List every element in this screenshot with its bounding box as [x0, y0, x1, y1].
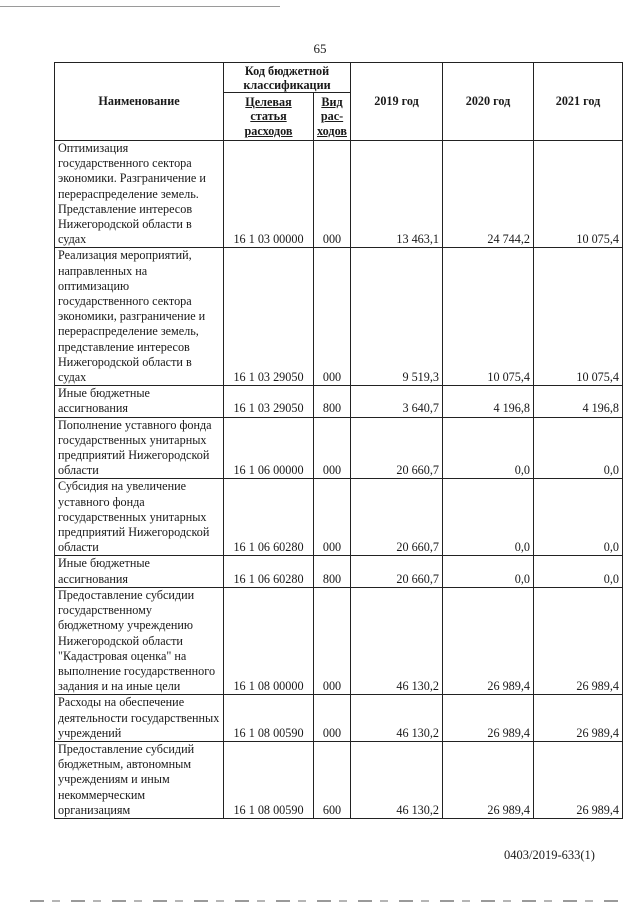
row-expense-kind: 000 — [314, 479, 351, 556]
budget-table — [54, 62, 623, 819]
row-target-article: 16 1 03 29050 — [224, 248, 314, 386]
header-target-article: Целевая статья расходов — [224, 93, 314, 141]
table-body — [55, 141, 623, 819]
row-value-2021: 4 196,8 — [534, 386, 623, 417]
row-name: Оптимизация государственного сектора экономики. Разграничение и перераспределение земель. Представление интересов Нижегородской области в судах — [55, 141, 224, 248]
row-expense-kind: 000 — [314, 248, 351, 386]
row-expense-kind: 000 — [314, 417, 351, 479]
row-target-article: 16 1 08 00000 — [224, 587, 314, 694]
row-name: Субсидия на увеличение уставного фонда государственных унитарных предприятий Нижегородской области — [55, 479, 224, 556]
table-row — [55, 695, 623, 742]
row-expense-kind: 000 — [314, 587, 351, 694]
row-value-2019: 20 660,7 — [351, 556, 443, 587]
table-row — [55, 556, 623, 587]
row-value-2020: 26 989,4 — [443, 741, 534, 818]
row-value-2020: 10 075,4 — [443, 248, 534, 386]
row-target-article: 16 1 06 60280 — [224, 479, 314, 556]
row-expense-kind: 800 — [314, 386, 351, 417]
row-value-2019: 20 660,7 — [351, 417, 443, 479]
table-row — [55, 248, 623, 386]
row-value-2021: 0,0 — [534, 417, 623, 479]
row-value-2020: 24 744,2 — [443, 141, 534, 248]
scan-top-rule — [0, 6, 280, 7]
header-expense-kind: Вид рас-ходов — [314, 93, 351, 141]
row-expense-kind: 600 — [314, 741, 351, 818]
row-value-2021: 0,0 — [534, 556, 623, 587]
table-row — [55, 141, 623, 248]
row-target-article: 16 1 08 00590 — [224, 695, 314, 742]
row-name: Иные бюджетные ассигнования — [55, 386, 224, 417]
row-expense-kind: 000 — [314, 695, 351, 742]
header-2020: 2020 год — [443, 63, 534, 141]
row-value-2020: 26 989,4 — [443, 695, 534, 742]
header-name: Наименование — [55, 63, 224, 141]
row-target-article: 16 1 03 00000 — [224, 141, 314, 248]
table-row — [55, 417, 623, 479]
row-value-2021: 26 989,4 — [534, 741, 623, 818]
page-number: 65 — [313, 41, 327, 56]
row-value-2021: 26 989,4 — [534, 587, 623, 694]
row-value-2020: 0,0 — [443, 417, 534, 479]
table-row — [55, 741, 623, 818]
row-target-article: 16 1 03 29050 — [224, 386, 314, 417]
row-value-2021: 10 075,4 — [534, 141, 623, 248]
scan-bottom-edge — [30, 900, 620, 902]
row-target-article: 16 1 08 00590 — [224, 741, 314, 818]
row-value-2019: 13 463,1 — [351, 141, 443, 248]
row-value-2019: 46 130,2 — [351, 741, 443, 818]
row-value-2021: 26 989,4 — [534, 695, 623, 742]
row-target-article: 16 1 06 00000 — [224, 417, 314, 479]
row-target-article: 16 1 06 60280 — [224, 556, 314, 587]
table-row — [55, 587, 623, 694]
row-expense-kind: 000 — [314, 141, 351, 248]
row-value-2020: 0,0 — [443, 479, 534, 556]
header-2019: 2019 год — [351, 63, 443, 141]
row-value-2019: 3 640,7 — [351, 386, 443, 417]
row-value-2020: 4 196,8 — [443, 386, 534, 417]
row-value-2019: 46 130,2 — [351, 695, 443, 742]
row-value-2021: 10 075,4 — [534, 248, 623, 386]
row-value-2020: 26 989,4 — [443, 587, 534, 694]
header-budget-code: Код бюджетной классификации — [224, 63, 351, 93]
row-expense-kind: 800 — [314, 556, 351, 587]
row-value-2020: 0,0 — [443, 556, 534, 587]
row-name: Предоставление субсидий бюджетным, автономным учреждениям и иным некоммерческим организациям — [55, 741, 224, 818]
row-name: Реализация мероприятий, направленных на оптимизацию государственного сектора экономики, разграничение и перераспределение земель, представление интересов Нижегородской области в судах — [55, 248, 224, 386]
row-value-2021: 0,0 — [534, 479, 623, 556]
table-row — [55, 386, 623, 417]
row-value-2019: 46 130,2 — [351, 587, 443, 694]
document-code: 0403/2019-633(1) — [504, 848, 595, 862]
row-name: Предоставление субсидии государственному бюджетному учреждению Нижегородской области "Кадастровая оценка" на выполнение государственного задания и на иные цели — [55, 587, 224, 694]
row-value-2019: 20 660,7 — [351, 479, 443, 556]
row-name: Иные бюджетные ассигнования — [55, 556, 224, 587]
header-2021: 2021 год — [534, 63, 623, 141]
row-name: Пополнение уставного фонда государственных унитарных предприятий Нижегородской области — [55, 417, 224, 479]
table-row — [55, 479, 623, 556]
row-value-2019: 9 519,3 — [351, 248, 443, 386]
row-name: Расходы на обеспечение деятельности государственных учреждений — [55, 695, 224, 742]
